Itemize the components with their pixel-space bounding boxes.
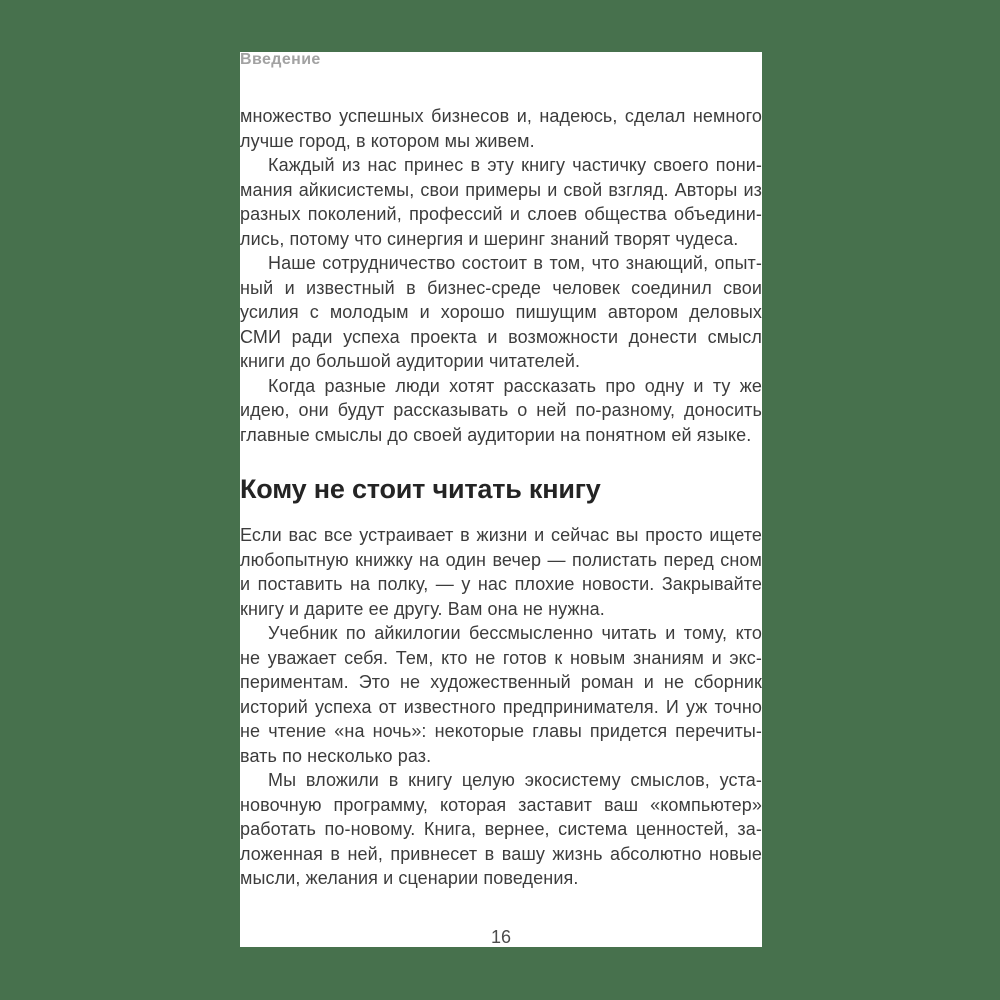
paragraph: [240, 374, 762, 448]
paragraph: [240, 251, 762, 374]
text-line: главные смыслы до своей аудитории на понятном ей языке.: [240, 424, 752, 445]
text-line: лись, потому что синергия и шеринг знаний творят чудеса.: [240, 228, 739, 249]
text-line: работать по-новому. Книга, вернее, система ценностей, за-: [240, 819, 762, 839]
text-line: не уважает себя. Тем, кто не готов к новым знаниям и экс-: [240, 647, 762, 668]
text-line: не чтение «на ночь»: некоторые главы придется перечиты-: [240, 721, 762, 741]
text-line: мысли, желания и сценарии поведения.: [240, 868, 579, 888]
text-line: Наше сотрудничество состоит в том, что знающий, опыт-: [268, 253, 762, 273]
text-line: разных поколений, профессий и слоев общества объедини-: [240, 204, 762, 224]
book-page: [240, 52, 762, 947]
paragraph: [240, 621, 762, 768]
text-line: СМИ ради успеха проекта и возможности донести смысл: [240, 326, 762, 347]
text-line: Когда разные люди хотят рассказать про одну и ту же: [268, 375, 762, 396]
running-head: Введение: [240, 51, 321, 68]
text-line: историй успеха от известного предпринимателя. И уж точно: [240, 696, 762, 717]
paragraph: [240, 768, 762, 891]
text-line: мания айкисистемы, свои примеры и свой взгляд. Авторы из: [240, 179, 762, 200]
text-line: Если вас все устраивает в жизни и сейчас вы просто ищете: [240, 525, 762, 545]
text-line: Мы вложили в книгу целую экосистему смыслов, уста-: [268, 770, 762, 790]
text-line: лучше город, в котором мы живем.: [240, 130, 535, 151]
text-line: новочную программу, которая заставит ваш «компьютер»: [240, 794, 762, 815]
text-line: книги до большой аудитории читателей.: [240, 351, 581, 371]
section-heading: Кому не стоит читать книгу: [240, 474, 601, 504]
text-line: усилия с молодым и хорошо пишущим автором деловых: [240, 302, 762, 322]
text-line: ный и известный в бизнес-среде человек соединил свои: [240, 277, 762, 298]
text-line: множество успешных бизнесов и, надеюсь, сделал немного: [240, 106, 762, 126]
paragraph: [240, 523, 762, 621]
page-content: [240, 104, 762, 891]
text-line: любопытную книжку на один вечер — полистать перед сном: [240, 549, 762, 570]
page-number: 16: [490, 927, 512, 947]
text-line: периментам. Это не художественный роман и не сборник: [240, 672, 762, 692]
paragraph: [240, 153, 762, 251]
text-line: идею, они будут рассказывать о ней по-разному, доносить: [240, 400, 762, 420]
text-line: Учебник по айкилогии бессмысленно читать и тому, кто: [268, 623, 762, 643]
text-line: вать по несколько раз.: [240, 745, 432, 766]
paragraph: [240, 104, 762, 153]
text-line: книгу и дарите ее другу. Вам она не нужна.: [240, 598, 605, 619]
text-line: ложенная в ней, привнесет в вашу жизнь абсолютно новые: [240, 843, 762, 864]
text-line: Каждый из нас принес в эту книгу частичку своего пони-: [268, 155, 762, 175]
text-line: и поставить на полку, — у нас плохие новости. Закрывайте: [240, 574, 762, 594]
